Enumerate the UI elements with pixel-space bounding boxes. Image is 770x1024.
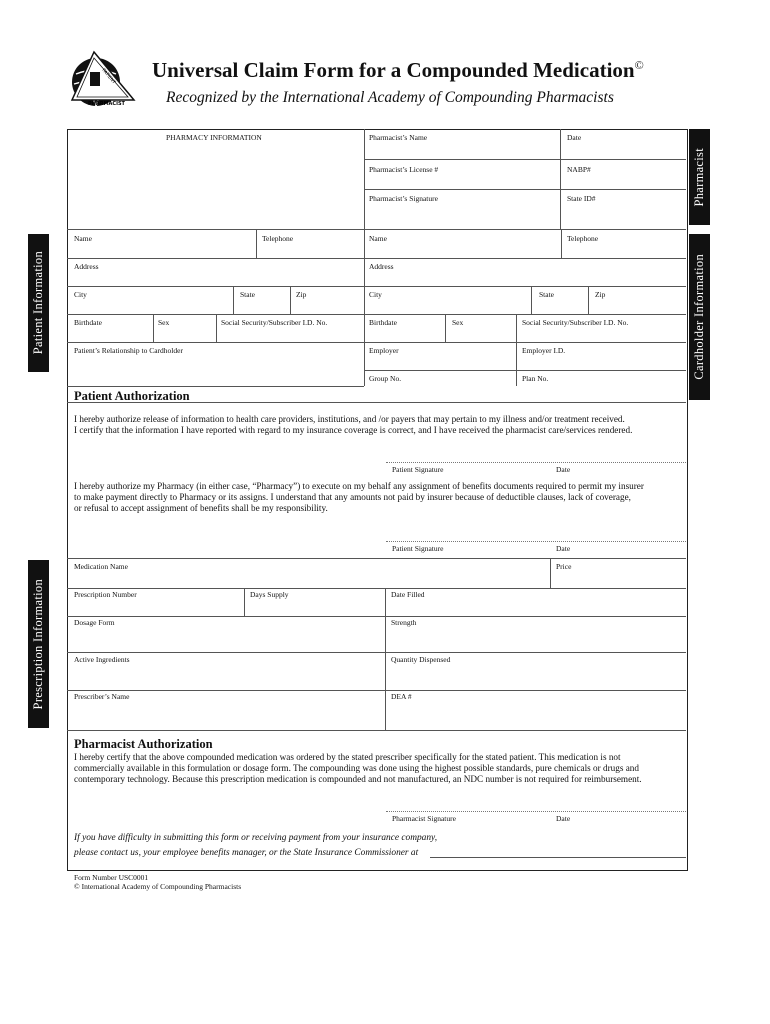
patient-telephone-field[interactable]: Telephone [262,234,294,243]
commissioner-contact-line[interactable] [430,857,686,858]
active-ingredients-field[interactable]: Active Ingredients [74,655,130,664]
cardholder-name-field[interactable]: Name [369,234,387,243]
divider [67,286,686,287]
patient-zip-field[interactable]: Zip [296,290,307,299]
pharmacist-signature-label: Pharmacist Signature [392,814,456,823]
divider [445,314,446,342]
divider [364,370,686,371]
dosage-form-field[interactable]: Dosage Form [74,618,115,627]
divider [67,588,686,589]
cardholder-zip-field[interactable]: Zip [595,290,606,299]
pharmacist-signature-field[interactable]: Pharmacist’s Signature [369,194,438,203]
patient-tab: Patient Information [28,234,49,372]
divider [516,314,517,342]
divider [67,652,686,653]
cardholder-ssn-field[interactable]: Social Security/Subscriber I.D. No. [522,318,629,327]
pharmacist-auth-text: I hereby certify that the above compounded medication was ordered by the stated prescriber specifically for the stated patient. This medication is not commercially available in this formulation or dosage form. The compounding was done using the highest possible standards, pure chemicals or drugs and contemporary technology. Because this prescription medication is compounded and not manufactured, an NDC number is not required for reimbursement. [74,752,642,785]
patient-state-field[interactable]: State [240,290,255,299]
title-text: Universal Claim Form for a Compounded Medication [152,58,635,82]
pharmacist-authorization-heading: Pharmacist Authorization [74,737,213,751]
divider [588,286,589,314]
patient-signature-line-2[interactable] [386,541,686,542]
quantity-dispensed-field[interactable]: Quantity Dispensed [391,655,451,664]
patient-birthdate-field[interactable]: Birthdate [74,318,102,327]
divider [153,314,154,342]
patient-sex-field[interactable]: Sex [158,318,170,327]
prescription-number-field[interactable]: Prescription Number [74,590,137,599]
pharmacist-name-field[interactable]: Pharmacist’s Name [369,133,428,142]
divider [516,342,517,386]
pharmacist-license-field[interactable]: Pharmacist’s License # [369,165,439,174]
pharmacist-signature-line[interactable] [386,811,686,812]
divider [290,286,291,314]
divider [233,286,234,314]
cardholder-state-field[interactable]: State [539,290,554,299]
patient-signature-line[interactable] [386,462,686,463]
patient-date-label-2: Date [556,544,571,553]
divider [67,258,686,259]
patient-signature-label-2: Patient Signature [392,544,444,553]
divider [67,616,686,617]
patient-date-label: Date [556,465,571,474]
cardholder-city-field[interactable]: City [369,290,382,299]
divider [364,229,365,386]
divider [67,690,686,691]
nabp-field[interactable]: NABP# [567,165,591,174]
footer-copyright: © International Academy of Compounding Pharmacists [74,882,242,891]
price-field[interactable]: Price [556,562,572,571]
prescription-tab: Prescription Information [28,560,49,728]
logo [64,44,142,114]
pharmacy-date-field[interactable]: Date [567,133,582,142]
divider [67,558,686,559]
patient-auth-text-1: I hereby authorize release of information to health care providers, institutions, and /or payers that may pertain to my illness and/or treatment received. I certify that the information I have reported with regard to my insurance coverage is correct, and I have received the pharmacist care/services rendered. [74,414,633,436]
prescriber-name-field[interactable]: Prescriber’s Name [74,692,130,701]
page-title [152,58,644,83]
medication-name-field[interactable]: Medication Name [74,562,128,571]
divider [67,730,686,731]
date-filled-field[interactable]: Date Filled [391,590,425,599]
page-subtitle: Recognized by the International Academy of Compounding Pharmacists [166,89,614,106]
divider [560,129,561,229]
pharmacist-date-label: Date [556,814,571,823]
employer-field[interactable]: Employer [369,346,399,355]
patient-address-field[interactable]: Address [74,262,99,271]
divider [256,229,257,258]
globe-logo-icon [64,44,142,114]
cardholder-address-field[interactable]: Address [369,262,394,271]
patient-auth-text-2: I hereby authorize my Pharmacy (in either case, “Pharmacy”) to execute on my behalf any assignment of benefits documents required to permit my insurer to make payment directly to Pharmacy or its assigns. I understand that any amounts not paid by insurer because of deductible clauses, lack of coverage, or refusal to accept assignment of benefits shall be my responsibility. [74,481,644,514]
svg-text:PATIENT: PATIENT [100,68,116,86]
strength-field[interactable]: Strength [391,618,417,627]
patient-name-field[interactable]: Name [74,234,92,243]
form-number: Form Number USC0001 [74,873,149,882]
divider [385,588,386,730]
cardholder-telephone-field[interactable]: Telephone [567,234,599,243]
divider [67,229,686,230]
patient-ssn-field[interactable]: Social Security/Subscriber I.D. No. [221,318,328,327]
group-no-field[interactable]: Group No. [369,374,402,383]
cardholder-tab: Cardholder Information [689,234,710,400]
pharmacy-info-label: PHARMACY INFORMATION [166,133,262,142]
days-supply-field[interactable]: Days Supply [250,590,289,599]
contact-note: If you have difficulty in submitting this form or receiving payment from your insurance company, please contact us, your employee benefits manager, or the State Insurance Commissioner at [74,833,438,858]
divider [244,588,245,616]
copyright-symbol: © [634,58,644,72]
divider [216,314,217,342]
divider [364,159,686,160]
divider [531,286,532,314]
patient-relationship-field[interactable]: Patient’s Relationship to Cardholder [74,346,183,355]
dea-field[interactable]: DEA # [391,692,412,701]
divider [561,229,562,258]
cardholder-birthdate-field[interactable]: Birthdate [369,318,397,327]
divider [67,386,364,387]
state-id-field[interactable]: State ID# [567,194,596,203]
divider [67,342,686,343]
svg-text:PHARMACIST: PHARMACIST [88,101,125,107]
cardholder-sex-field[interactable]: Sex [452,318,464,327]
employer-id-field[interactable]: Employer I.D. [522,346,566,355]
patient-signature-label: Patient Signature [392,465,444,474]
divider [364,129,365,229]
plan-no-field[interactable]: Plan No. [522,374,549,383]
divider [550,558,551,588]
divider [67,314,686,315]
patient-authorization-heading: Patient Authorization [74,389,190,403]
patient-city-field[interactable]: City [74,290,87,299]
divider [364,189,686,190]
pharmacist-tab: Pharmacist [689,129,710,225]
